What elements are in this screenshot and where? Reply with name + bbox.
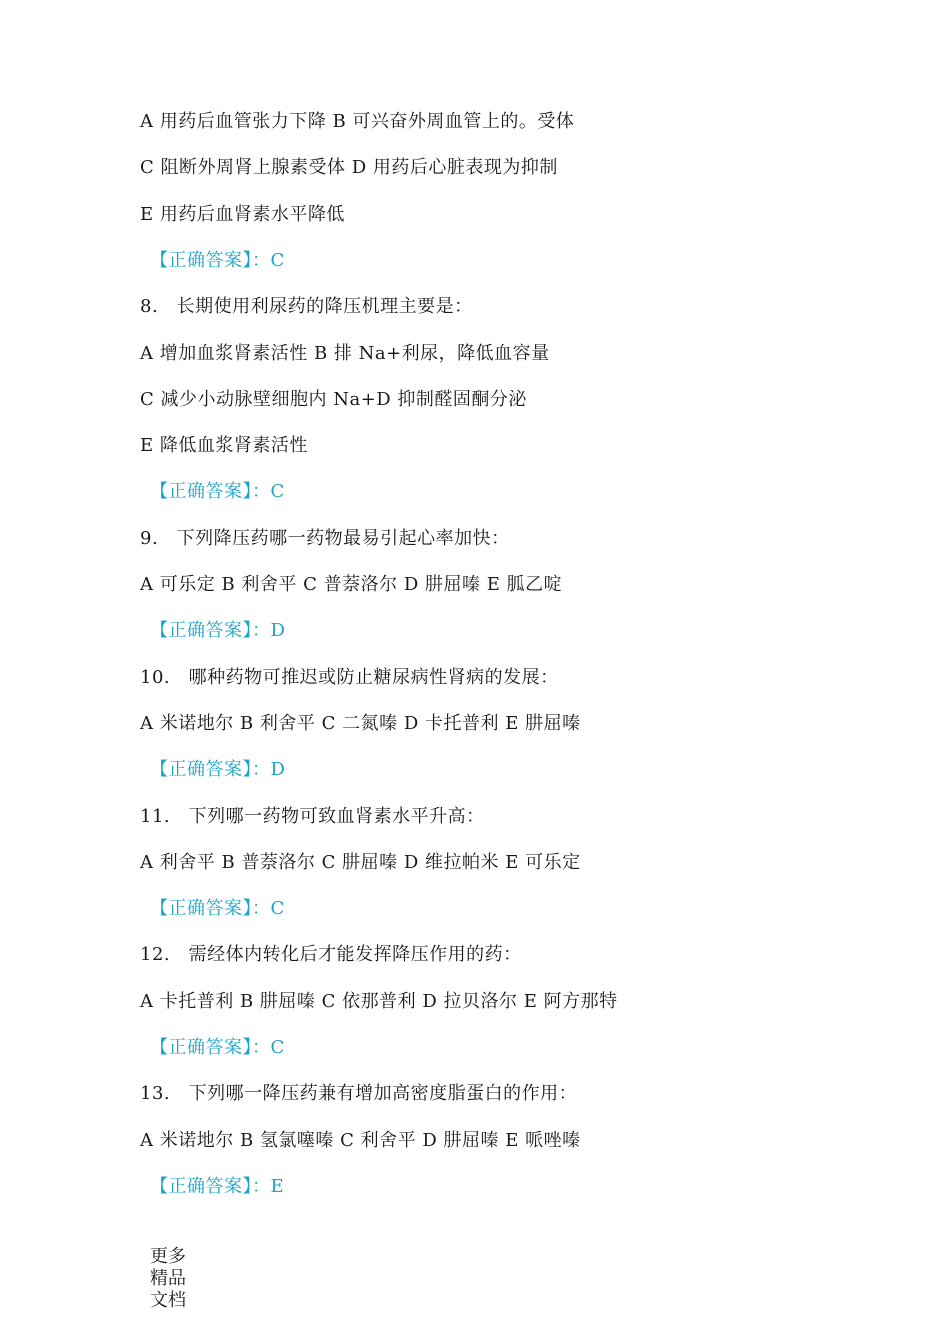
question-line: 9. 下列降压药哪一药物最易引起心率加快： [140, 528, 510, 549]
footer-line: 文档 [150, 1290, 186, 1311]
option-line: E 用药后血肾素水平降低 [140, 204, 345, 225]
question-line: 11. 下列哪一药物可致血肾素水平升高： [140, 806, 485, 827]
option-line: A 可乐定 B 利舍平 C 普萘洛尔 D 肼屈嗪 E 胍乙啶 [140, 574, 563, 595]
question-line: 12. 需经体内转化后才能发挥降压作用的药： [140, 944, 522, 965]
option-line: E 降低血浆肾素活性 [140, 435, 308, 456]
answer-line: 【正确答案】：D [150, 620, 286, 641]
question-line: 10. 哪种药物可推迟或防止糖尿病性肾病的发展： [140, 667, 559, 688]
answer-line: 【正确答案】：C [150, 898, 285, 919]
question-line: 13. 下列哪一降压药兼有增加高密度脂蛋白的作用： [140, 1083, 578, 1104]
option-line: C 阻断外周肾上腺素受体 D 用药后心脏表现为抑制 [140, 157, 558, 178]
option-line: A 米诺地尔 B 氢氯噻嗪 C 利舍平 D 肼屈嗪 E 哌唑嗪 [140, 1130, 581, 1151]
option-line: C 减少小动脉壁细胞内 Na+D 抑制醛固酮分泌 [140, 389, 527, 410]
answer-line: 【正确答案】：C [150, 1037, 285, 1058]
answer-line: 【正确答案】：E [150, 1176, 285, 1197]
question-line: 8. 长期使用利尿药的降压机理主要是： [140, 296, 473, 317]
footer-line: 更多 [150, 1246, 186, 1267]
answer-line: 【正确答案】：C [150, 481, 285, 502]
answer-line: 【正确答案】：D [150, 759, 286, 780]
option-line: A 用药后血管张力下降 B 可兴奋外周血管上的。受体 [140, 111, 575, 132]
option-line: A 米诺地尔 B 利舍平 C 二氮嗪 D 卡托普利 E 肼屈嗪 [140, 713, 581, 734]
answer-line: 【正确答案】：C [150, 250, 285, 271]
option-line: A 利舍平 B 普萘洛尔 C 肼屈嗪 D 维拉帕米 E 可乐定 [140, 852, 581, 873]
option-line: A 增加血浆肾素活性 B 排 Na+利尿，降低血容量 [140, 343, 550, 364]
option-line: A 卡托普利 B 肼屈嗪 C 依那普利 D 拉贝洛尔 E 阿方那特 [140, 991, 618, 1012]
footer-line: 精品 [150, 1268, 186, 1289]
footer-more-docs [150, 1246, 190, 1312]
